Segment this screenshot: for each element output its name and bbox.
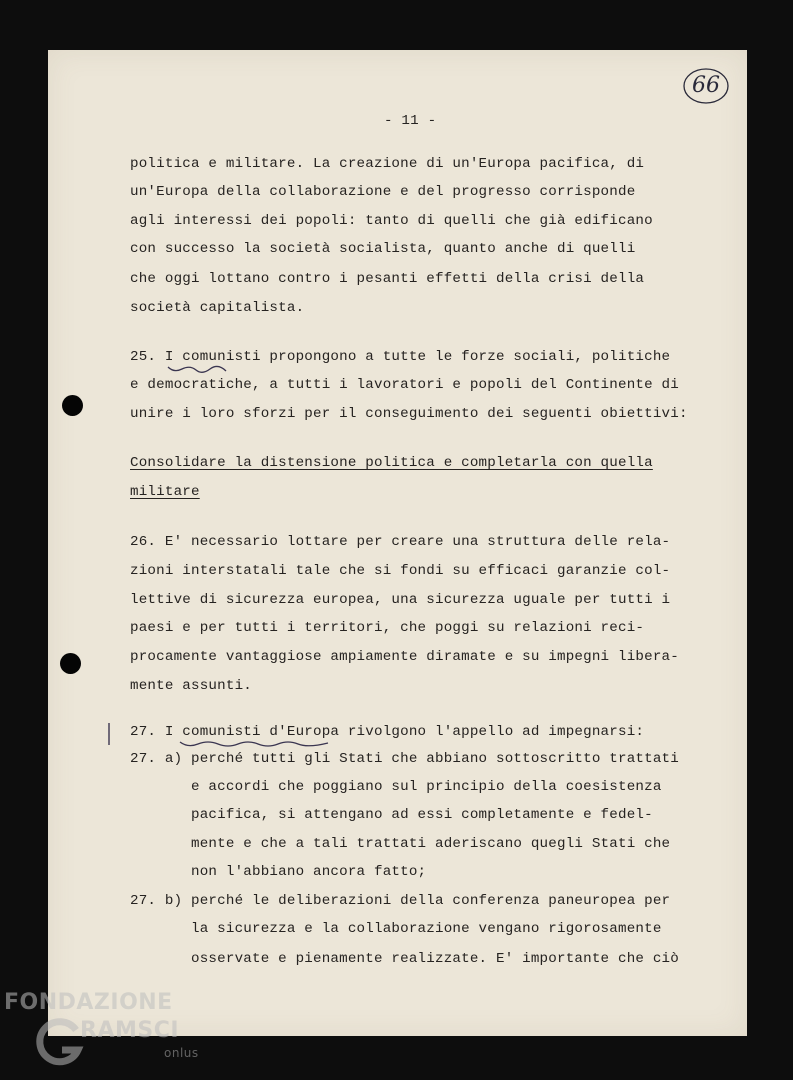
- paragraph-25-line: unire i loro sforzi per il conseguimento dei seguenti obiettivi:: [130, 406, 688, 422]
- paragraph-26-line: mente assunti.: [130, 678, 252, 694]
- paragraph-26-line: zioni interstatali tale che si fondi su efficaci garanzie col-: [130, 563, 671, 579]
- punch-hole: [60, 653, 81, 674]
- text-line: che oggi lottano contro i pesanti effetti della crisi della: [130, 271, 645, 287]
- section-heading: Consolidare la distensione politica e completarla con quella: [130, 455, 653, 471]
- paragraph-26-line: 26. E' necessario lottare per creare una struttura delle rela-: [130, 534, 671, 550]
- paragraph-26-line: procamente vantaggiose ampiamente diramate e su impegni libera-: [130, 649, 679, 665]
- fondazione-gramsci-watermark: [4, 990, 204, 1070]
- text-line: politica e militare. La creazione di un'Europa pacifica, di: [130, 156, 645, 172]
- pen-squiggle-underline: [166, 363, 228, 375]
- punch-hole: [62, 395, 83, 416]
- watermark-line-3: onlus: [164, 1046, 199, 1060]
- paragraph-25-line: 25. I comunisti propongono a tutte le forze sociali, politiche: [130, 349, 671, 365]
- paragraph-26-line: paesi e per tutti i territori, che poggi su relazioni reci-: [130, 620, 645, 636]
- watermark-line-1: FONDAZIONE: [4, 990, 173, 1015]
- paragraph-27b-line: 27. b) perché le deliberazioni della conferenza paneuropea per: [130, 893, 671, 909]
- document-page: [48, 50, 747, 1036]
- paragraph-27a-line: e accordi che poggiano sul principio della coesistenza: [130, 779, 662, 795]
- paragraph-27b-line: osservate e pienamente realizzate. E' importante che ciò: [130, 951, 679, 967]
- paragraph-27a-line: 27. a) perché tutti gli Stati che abbiano sottoscritto trattati: [130, 751, 679, 767]
- paragraph-27a-line: non l'abbiano ancora fatto;: [130, 864, 427, 880]
- paragraph-25-line: e democratiche, a tutti i lavoratori e popoli del Continente di: [130, 377, 679, 393]
- paragraph-27a-line: pacifica, si attengano ad essi completamente e fedel-: [130, 807, 653, 823]
- paragraph-26-line: lettive di sicurezza europea, una sicurezza uguale per tutti i: [130, 592, 671, 608]
- pen-squiggle-underline: [178, 738, 330, 750]
- archive-page-stamp: [682, 66, 730, 106]
- watermark-line-2: RAMSCI: [80, 1018, 180, 1043]
- text-line: un'Europa della collaborazione e del progresso corrisponde: [130, 184, 636, 200]
- page-number: - 11 -: [384, 113, 437, 129]
- text-line: società capitalista.: [130, 300, 305, 316]
- pen-margin-mark: [106, 722, 112, 746]
- text-line: agli interessi dei popoli: tanto di quelli che già edificano: [130, 213, 653, 229]
- paragraph-27a-line: mente e che a tali trattati aderiscano quegli Stati che: [130, 836, 671, 852]
- paragraph-27b-line: la sicurezza e la collaborazione vengano rigorosamente: [130, 921, 662, 937]
- paragraph-27-line: 27. I comunisti d'Europa rivolgono l'appello ad impegnarsi:: [130, 724, 645, 740]
- gramsci-g-logo-icon: [34, 1016, 86, 1068]
- text-line: con successo la società socialista, quanto anche di quelli: [130, 241, 636, 257]
- archive-number: 66: [692, 73, 720, 98]
- section-heading: militare: [130, 484, 200, 500]
